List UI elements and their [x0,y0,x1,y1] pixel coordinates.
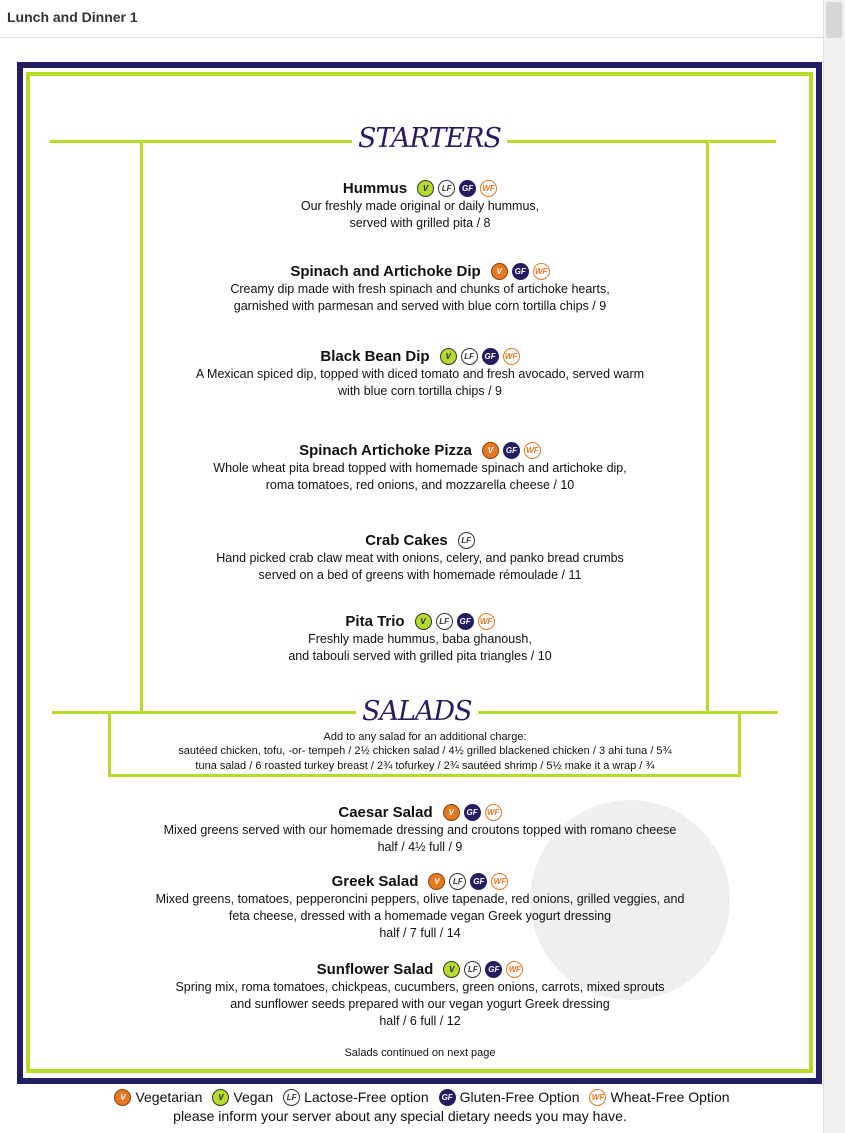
item-description: half / 6 full / 12 [379,1014,461,1028]
menu-item [60,261,780,315]
item-description: Creamy dip made with fresh spinach and chunks of artichoke hearts, [230,282,610,296]
wheat-free-icon: WF [533,263,550,280]
legend-label: Vegetarian [135,1089,203,1105]
gluten-free-icon: GF [464,804,481,821]
item-name: Greek Salad [331,872,419,890]
wheat-free-icon: WF [506,961,523,978]
scrollbar-thumb[interactable] [826,2,842,38]
wheat-free-icon: WF [491,873,508,890]
item-name: Sunflower Salad [316,960,434,978]
item-description: and tabouli served with grilled pita triangles / 10 [288,649,552,663]
section-title-starters: STARTERS [352,124,507,154]
legend-label: Lactose-Free option [304,1089,429,1105]
item-name: Spinach and Artichoke Dip [290,262,481,280]
item-name: Pita Trio [345,612,405,630]
item-description: and sunflower seeds prepared with our vegan yogurt Greek dressing [230,997,610,1011]
continued-note: Salads continued on next page [344,1047,496,1059]
lactose-free-icon: LF [464,961,481,978]
item-description: served with grilled pita / 8 [349,216,491,230]
lactose-free-icon: LF [449,873,466,890]
lactose-free-icon: LF [283,1089,300,1106]
wheat-free-icon: WF [524,442,541,459]
item-name: Black Bean Dip [320,347,430,365]
item-description: served on a bed of greens with homemade rémoulade / 11 [258,568,582,582]
legend-label: Vegan [233,1089,274,1105]
lactose-free-icon: LF [461,348,478,365]
vegan-icon: V [443,961,460,978]
dietary-note: please inform your server about any special dietary needs you may have. [173,1108,627,1124]
item-description: Our freshly made original or daily hummus, [300,199,540,213]
vegan-icon: V [212,1089,229,1106]
lactose-free-icon: LF [436,613,453,630]
item-description: feta cheese, dressed with a homemade vegan Greek yogurt dressing [228,909,612,923]
menu-item [60,611,780,665]
item-description: roma tomatoes, red onions, and mozzarella cheese / 10 [265,478,575,492]
vegan-icon: V [415,613,432,630]
wheat-free-icon: WF [480,180,497,197]
lactose-free-icon: LF [438,180,455,197]
legend-label: Gluten-Free Option [459,1089,580,1105]
vegan-icon: V [417,180,434,197]
wheat-free-icon: WF [478,613,495,630]
addons-line: sautéed chicken, tofu, -or- tempeh / 2½ chicken salad / 4½ grilled blackened chicken / 3 ahi tuna / 5¾ [178,745,672,757]
wheat-free-icon: WF [589,1089,606,1106]
item-name: Caesar Salad [338,803,433,821]
gluten-free-icon: GF [482,348,499,365]
menu-item [60,440,780,494]
vegetarian-icon: V [491,263,508,280]
gluten-free-icon: GF [457,613,474,630]
item-description: Freshly made hummus, baba ghanoush, [308,632,532,646]
gluten-free-icon: GF [459,180,476,197]
vegan-icon: V [440,348,457,365]
menu-item [60,871,780,942]
item-description: Hand picked crab claw meat with onions, celery, and panko bread crumbs [216,551,624,565]
item-description: half / 7 full / 14 [379,926,461,940]
menu-item [60,959,780,1030]
gluten-free-icon: GF [512,263,529,280]
legend-label: Wheat-Free Option [610,1089,730,1105]
menu-item [60,178,780,232]
page-header [0,0,823,38]
lactose-free-icon: LF [458,532,475,549]
wheat-free-icon: WF [485,804,502,821]
item-name: Hummus [342,179,408,197]
gluten-free-icon: GF [470,873,487,890]
item-description: half / 4½ full / 9 [377,840,463,854]
section-title-salads: SALADS [356,697,478,727]
addons-heading: Add to any salad for an additional charge: [323,731,527,743]
vegetarian-icon: V [428,873,445,890]
item-description: Spring mix, roma tomatoes, chickpeas, cucumbers, green onions, carrots, mixed sprouts [175,980,665,994]
menu-item [60,346,780,400]
gluten-free-icon: GF [439,1089,456,1106]
item-description: garnished with parmesan and served with blue corn tortilla chips / 9 [233,299,607,313]
gluten-free-icon: GF [503,442,520,459]
vegetarian-icon: V [443,804,460,821]
vegetarian-icon: V [114,1089,131,1106]
item-description: with blue corn tortilla chips / 9 [338,384,502,398]
item-description: A Mexican spiced dip, topped with diced tomato and fresh avocado, served warm [195,367,645,381]
dietary-legend [60,1089,790,1106]
item-name: Spinach Artichoke Pizza [299,441,472,459]
item-description: Mixed greens, tomatoes, pepperoncini peppers, olive tapenade, red onions, grilled veggies, and [155,892,685,906]
wheat-free-icon: WF [503,348,520,365]
menu-item [60,530,780,584]
gluten-free-icon: GF [485,961,502,978]
item-description: Whole wheat pita bread topped with homemade spinach and artichoke dip, [213,461,627,475]
scrollbar[interactable] [823,0,845,1133]
page-title: Lunch and Dinner 1 [7,9,138,25]
addons-line: tuna salad / 6 roasted turkey breast / 2¾ tofurkey / 2¾ sautéed shrimp / 5½ make it a wrap / ¾ [195,760,655,772]
item-name: Crab Cakes [365,531,448,549]
menu-item [60,802,780,856]
vegetarian-icon: V [482,442,499,459]
item-description: Mixed greens served with our homemade dressing and croutons topped with romano cheese [163,823,677,837]
